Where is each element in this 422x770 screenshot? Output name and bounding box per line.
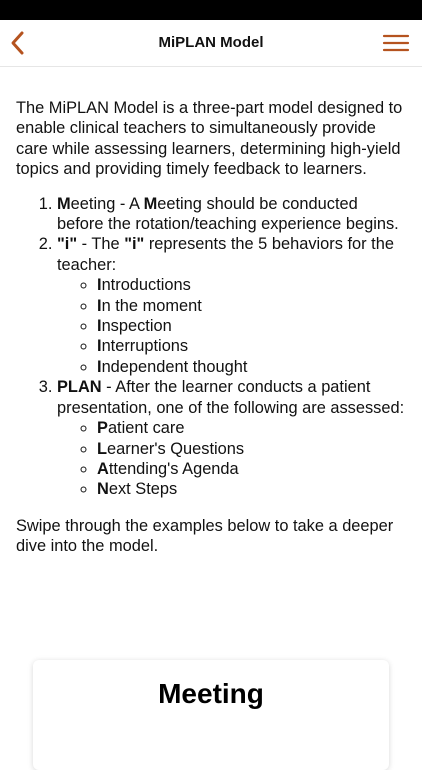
list-item bbox=[97, 459, 406, 479]
item-initial: A bbox=[97, 459, 109, 478]
step-term-rest: eeting bbox=[70, 194, 116, 213]
item-text: atient care bbox=[107, 419, 185, 438]
step-desc-bold: "i" bbox=[124, 235, 145, 254]
model-steps-list bbox=[16, 194, 406, 500]
item-initial: P bbox=[97, 419, 108, 438]
item-initial: I bbox=[97, 317, 102, 336]
item-text: n the moment bbox=[101, 296, 202, 315]
list-item bbox=[97, 336, 406, 356]
item-text: ndependent thought bbox=[101, 357, 248, 376]
item-text: nspection bbox=[101, 317, 172, 336]
item-text: ext Steps bbox=[108, 480, 178, 499]
item-initial: I bbox=[97, 276, 102, 295]
item-initial: I bbox=[97, 357, 102, 376]
item-text: earner's Questions bbox=[107, 439, 245, 458]
list-item bbox=[97, 418, 406, 438]
step-meeting bbox=[57, 194, 406, 235]
step-term-initial: M bbox=[57, 194, 71, 213]
list-item bbox=[97, 357, 406, 377]
card-title: Meeting bbox=[158, 678, 264, 709]
item-text: nterruptions bbox=[101, 337, 189, 356]
step-plan bbox=[57, 377, 406, 499]
step-desc: represents the 5 behaviors for the teacher: bbox=[57, 235, 394, 274]
step-desc: - After the learner conducts a patient presentation, one of the following are assessed: bbox=[57, 378, 405, 417]
list-item bbox=[97, 275, 406, 295]
model-description bbox=[16, 98, 406, 557]
item-initial: I bbox=[97, 296, 102, 315]
hamburger-menu-icon bbox=[382, 30, 410, 56]
list-item bbox=[97, 479, 406, 499]
assessment-list bbox=[57, 418, 406, 500]
item-text: ntroductions bbox=[101, 276, 191, 295]
status-bar bbox=[0, 0, 422, 20]
step-term: PLAN bbox=[57, 378, 102, 397]
step-i-behaviors bbox=[57, 234, 406, 377]
intro-paragraph: The MiPLAN Model is a three-part model designed to enable clinical teachers to simultaneously provide care while assessing learners, determining high-yield topics and providing timely feedback to learners. bbox=[16, 99, 403, 179]
step-desc: - A bbox=[115, 194, 144, 213]
item-initial: I bbox=[97, 337, 102, 356]
item-initial: L bbox=[97, 439, 108, 458]
step-term: "i" bbox=[57, 235, 78, 254]
step-desc: eeting should be conducted before the rotation/teaching experience begins. bbox=[57, 194, 399, 234]
list-item bbox=[97, 296, 406, 316]
item-initial: N bbox=[97, 480, 109, 499]
example-card-meeting[interactable] bbox=[33, 660, 389, 770]
menu-button[interactable] bbox=[382, 30, 410, 56]
page-title: MiPLAN Model bbox=[158, 34, 264, 51]
list-item bbox=[97, 316, 406, 336]
list-item bbox=[97, 439, 406, 459]
behaviors-list bbox=[57, 275, 406, 377]
outro-paragraph: Swipe through the examples below to take a deeper dive into the model. bbox=[16, 516, 394, 556]
step-desc: - The bbox=[77, 235, 125, 254]
navigation-bar bbox=[0, 20, 422, 67]
step-desc-bold: M bbox=[143, 194, 158, 213]
item-text: ttending's Agenda bbox=[108, 459, 239, 478]
